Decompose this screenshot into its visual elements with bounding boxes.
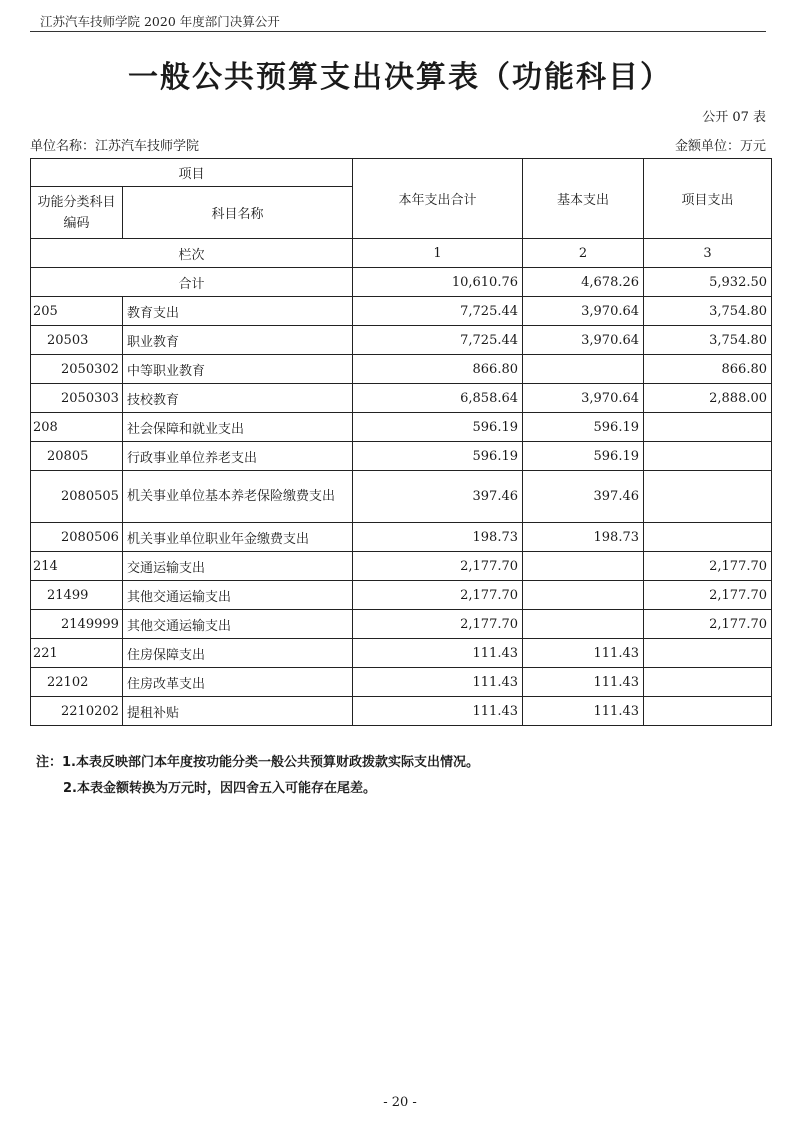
total-label: 合计	[31, 268, 353, 297]
row-code: 214	[31, 552, 123, 581]
row-project	[644, 471, 772, 523]
row-total: 6,858.64	[353, 384, 523, 413]
row-total: 111.43	[353, 668, 523, 697]
row-name: 住房改革支出	[123, 668, 353, 697]
table-row	[31, 326, 772, 355]
row-basic: 397.46	[523, 471, 644, 523]
footnote-1: 注：1.本表反映部门本年度按功能分类一般公共预算财政拨款实际支出情况。	[36, 755, 479, 770]
header-item: 项目	[31, 159, 353, 187]
row-total: 2,177.70	[353, 552, 523, 581]
table-row	[31, 442, 772, 471]
table-row	[31, 523, 772, 552]
row-project	[644, 442, 772, 471]
row-total: 198.73	[353, 523, 523, 552]
row-project	[644, 523, 772, 552]
row-project: 2,177.70	[644, 610, 772, 639]
table-row	[31, 639, 772, 668]
unit-name: 单位名称：江苏汽车技师学院	[30, 139, 200, 154]
row-code: 2050302	[31, 355, 123, 384]
table-row	[31, 581, 772, 610]
row-basic	[523, 552, 644, 581]
row-total: 397.46	[353, 471, 523, 523]
running-header: 江苏汽车技师学院 2020 年度部门决算公开	[40, 14, 280, 29]
table-row	[31, 355, 772, 384]
budget-table	[30, 158, 772, 726]
column-index-1: 1	[353, 239, 523, 268]
row-total: 111.43	[353, 697, 523, 726]
row-basic: 198.73	[523, 523, 644, 552]
row-basic	[523, 355, 644, 384]
total-basic: 4,678.26	[523, 268, 644, 297]
row-basic: 3,970.64	[523, 326, 644, 355]
header-name: 科目名称	[123, 187, 353, 239]
header-basic: 基本支出	[523, 159, 644, 239]
amount-unit: 金额单位：万元	[674, 139, 766, 154]
table-number: 公开 07 表	[702, 110, 766, 125]
page-number: - 20 -	[383, 1095, 417, 1110]
row-project	[644, 639, 772, 668]
header-divider	[30, 31, 766, 32]
row-name: 交通运输支出	[123, 552, 353, 581]
row-name: 提租补贴	[123, 697, 353, 726]
row-basic	[523, 581, 644, 610]
row-basic: 111.43	[523, 639, 644, 668]
row-code: 22102	[31, 668, 123, 697]
column-index-label: 栏次	[31, 239, 353, 268]
row-basic: 596.19	[523, 413, 644, 442]
row-name: 住房保障支出	[123, 639, 353, 668]
row-project: 2,888.00	[644, 384, 772, 413]
table-row	[31, 413, 772, 442]
row-project	[644, 413, 772, 442]
row-code: 2080505	[31, 471, 123, 523]
row-name: 社会保障和就业支出	[123, 413, 353, 442]
column-index-3: 3	[644, 239, 772, 268]
row-basic: 3,970.64	[523, 384, 644, 413]
row-basic	[523, 610, 644, 639]
table-row	[31, 471, 772, 523]
row-code: 2149999	[31, 610, 123, 639]
row-total: 111.43	[353, 639, 523, 668]
row-project	[644, 697, 772, 726]
row-total: 866.80	[353, 355, 523, 384]
header-total: 本年支出合计	[353, 159, 523, 239]
row-total: 7,725.44	[353, 326, 523, 355]
column-index-2: 2	[523, 239, 644, 268]
table-row	[31, 697, 772, 726]
header-project: 项目支出	[644, 159, 772, 239]
row-total: 7,725.44	[353, 297, 523, 326]
row-project: 866.80	[644, 355, 772, 384]
row-code: 221	[31, 639, 123, 668]
row-name: 技校教育	[123, 384, 353, 413]
row-code: 208	[31, 413, 123, 442]
row-code: 2080506	[31, 523, 123, 552]
row-basic: 111.43	[523, 697, 644, 726]
row-basic: 111.43	[523, 668, 644, 697]
total-amount: 10,610.76	[353, 268, 523, 297]
row-name: 行政事业单位养老支出	[123, 442, 353, 471]
table-row	[31, 384, 772, 413]
total-row	[31, 268, 772, 297]
row-code: 2050303	[31, 384, 123, 413]
table-row	[31, 552, 772, 581]
row-code: 2210202	[31, 697, 123, 726]
footnotes	[36, 750, 479, 802]
row-basic: 3,970.64	[523, 297, 644, 326]
row-total: 596.19	[353, 413, 523, 442]
row-total: 596.19	[353, 442, 523, 471]
table-row	[31, 610, 772, 639]
row-code: 20503	[31, 326, 123, 355]
row-name: 其他交通运输支出	[123, 581, 353, 610]
page-title: 一般公共预算支出决算表（功能科目）	[128, 60, 672, 95]
row-total: 2,177.70	[353, 581, 523, 610]
row-project: 3,754.80	[644, 326, 772, 355]
row-name: 教育支出	[123, 297, 353, 326]
row-project: 3,754.80	[644, 297, 772, 326]
row-name: 机关事业单位基本养老保险缴费支出	[123, 471, 353, 523]
row-basic: 596.19	[523, 442, 644, 471]
row-code: 20805	[31, 442, 123, 471]
total-project: 5,932.50	[644, 268, 772, 297]
row-code: 21499	[31, 581, 123, 610]
table-row	[31, 668, 772, 697]
row-name: 职业教育	[123, 326, 353, 355]
row-name: 其他交通运输支出	[123, 610, 353, 639]
row-project	[644, 668, 772, 697]
footnote-2: 2.本表金额转换为万元时，因四舍五入可能存在尾差。	[63, 781, 376, 796]
row-name: 机关事业单位职业年金缴费支出	[123, 523, 353, 552]
table-row	[31, 297, 772, 326]
row-code: 205	[31, 297, 123, 326]
header-code: 功能分类科目编码	[31, 187, 123, 239]
row-project: 2,177.70	[644, 552, 772, 581]
row-name: 中等职业教育	[123, 355, 353, 384]
row-project: 2,177.70	[644, 581, 772, 610]
row-total: 2,177.70	[353, 610, 523, 639]
